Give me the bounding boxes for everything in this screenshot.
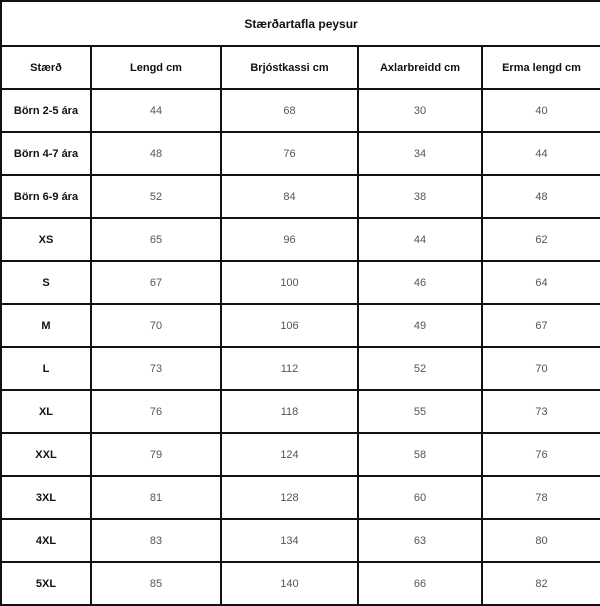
table-row xyxy=(1,562,600,605)
table-row xyxy=(1,175,600,218)
length-cell: 79 xyxy=(91,433,221,476)
chest-cell: 128 xyxy=(221,476,358,519)
table-row xyxy=(1,476,600,519)
sleeve-length-cell: 40 xyxy=(482,89,600,132)
size-label-cell: Börn 4-7 ára xyxy=(1,132,91,175)
shoulder-width-cell: 60 xyxy=(358,476,482,519)
length-cell: 81 xyxy=(91,476,221,519)
length-cell: 76 xyxy=(91,390,221,433)
table-row xyxy=(1,519,600,562)
shoulder-width-cell: 58 xyxy=(358,433,482,476)
chest-cell: 124 xyxy=(221,433,358,476)
chest-cell: 84 xyxy=(221,175,358,218)
table-row xyxy=(1,390,600,433)
sleeve-length-cell: 80 xyxy=(482,519,600,562)
chest-cell: 106 xyxy=(221,304,358,347)
column-header-chest: Brjóstkassi cm xyxy=(221,46,358,89)
chest-cell: 140 xyxy=(221,562,358,605)
length-cell: 85 xyxy=(91,562,221,605)
table-row xyxy=(1,433,600,476)
title-row xyxy=(1,1,600,46)
shoulder-width-cell: 38 xyxy=(358,175,482,218)
sleeve-length-cell: 44 xyxy=(482,132,600,175)
size-label-cell: 4XL xyxy=(1,519,91,562)
sleeve-length-cell: 67 xyxy=(482,304,600,347)
sleeve-length-cell: 78 xyxy=(482,476,600,519)
length-cell: 44 xyxy=(91,89,221,132)
chest-cell: 134 xyxy=(221,519,358,562)
length-cell: 52 xyxy=(91,175,221,218)
shoulder-width-cell: 66 xyxy=(358,562,482,605)
shoulder-width-cell: 30 xyxy=(358,89,482,132)
table-row xyxy=(1,89,600,132)
chest-cell: 96 xyxy=(221,218,358,261)
shoulder-width-cell: 63 xyxy=(358,519,482,562)
length-cell: 83 xyxy=(91,519,221,562)
table-row xyxy=(1,347,600,390)
size-label-cell: XL xyxy=(1,390,91,433)
chest-cell: 100 xyxy=(221,261,358,304)
table-row xyxy=(1,261,600,304)
chest-cell: 68 xyxy=(221,89,358,132)
chest-cell: 112 xyxy=(221,347,358,390)
sleeve-length-cell: 70 xyxy=(482,347,600,390)
column-header-sleeve-length: Erma lengd cm xyxy=(482,46,600,89)
table-row xyxy=(1,304,600,347)
length-cell: 73 xyxy=(91,347,221,390)
shoulder-width-cell: 55 xyxy=(358,390,482,433)
column-header-size: Stærð xyxy=(1,46,91,89)
shoulder-width-cell: 44 xyxy=(358,218,482,261)
size-label-cell: Börn 6-9 ára xyxy=(1,175,91,218)
length-cell: 70 xyxy=(91,304,221,347)
size-label-cell: XXL xyxy=(1,433,91,476)
table-title: Stærðartafla peysur xyxy=(1,1,600,46)
chest-cell: 118 xyxy=(221,390,358,433)
size-label-cell: 3XL xyxy=(1,476,91,519)
column-header-shoulder-width: Axlarbreidd cm xyxy=(358,46,482,89)
length-cell: 65 xyxy=(91,218,221,261)
length-cell: 67 xyxy=(91,261,221,304)
sleeve-length-cell: 64 xyxy=(482,261,600,304)
table-row xyxy=(1,218,600,261)
column-header-length: Lengd cm xyxy=(91,46,221,89)
sleeve-length-cell: 82 xyxy=(482,562,600,605)
size-label-cell: M xyxy=(1,304,91,347)
sleeve-length-cell: 76 xyxy=(482,433,600,476)
size-label-cell: 5XL xyxy=(1,562,91,605)
size-label-cell: XS xyxy=(1,218,91,261)
shoulder-width-cell: 34 xyxy=(358,132,482,175)
sleeve-length-cell: 62 xyxy=(482,218,600,261)
sleeve-length-cell: 48 xyxy=(482,175,600,218)
table-row xyxy=(1,132,600,175)
size-label-cell: L xyxy=(1,347,91,390)
shoulder-width-cell: 52 xyxy=(358,347,482,390)
header-row xyxy=(1,46,600,89)
shoulder-width-cell: 46 xyxy=(358,261,482,304)
shoulder-width-cell: 49 xyxy=(358,304,482,347)
length-cell: 48 xyxy=(91,132,221,175)
size-label-cell: Börn 2-5 ára xyxy=(1,89,91,132)
chest-cell: 76 xyxy=(221,132,358,175)
size-label-cell: S xyxy=(1,261,91,304)
sleeve-length-cell: 73 xyxy=(482,390,600,433)
